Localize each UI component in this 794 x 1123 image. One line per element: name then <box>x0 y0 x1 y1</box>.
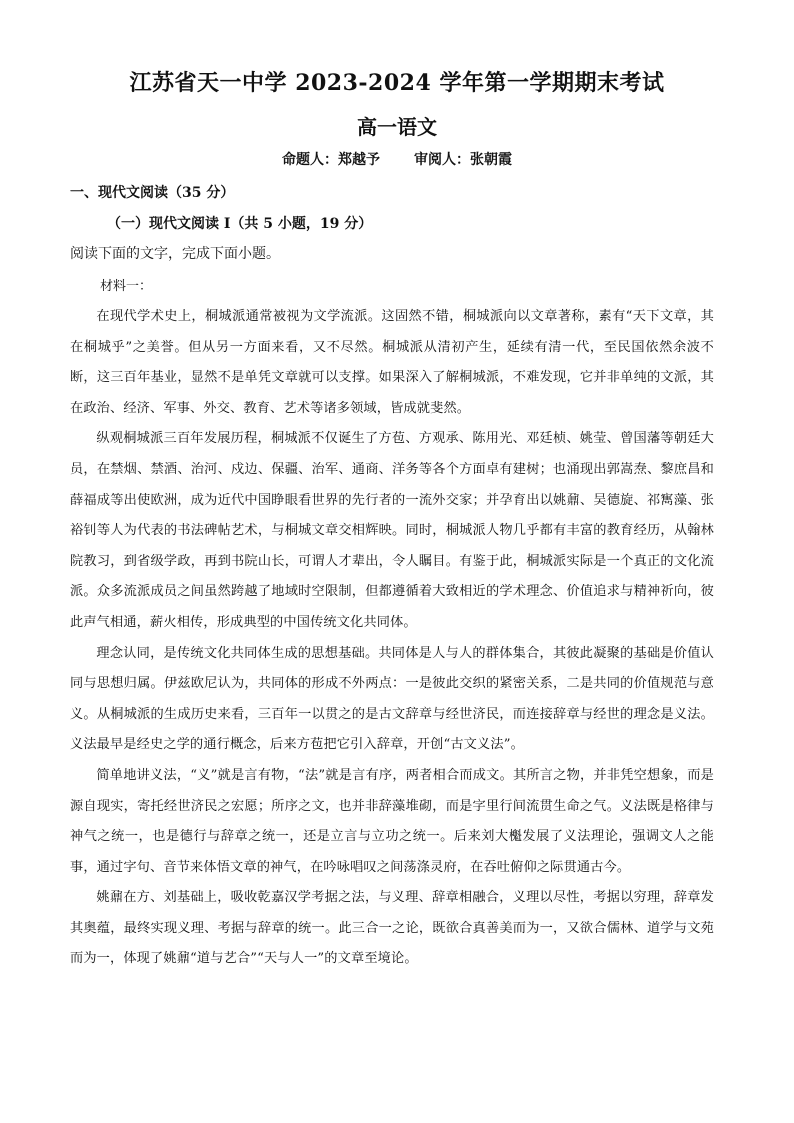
author-line <box>0 149 794 169</box>
passage-body <box>70 302 714 975</box>
reviewer-label: 审阅人：张朝霞 <box>414 152 512 168</box>
material-label: 材料一： <box>100 279 153 294</box>
passage-paragraph: 在现代学术史上，桐城派通常被视为文学流派。这固然不错，桐城派向以文章著称，素有“天下文章，其在桐城乎”之美誉。但从另一方面来看，又不尽然。桐城派从清初产生，延续有清一代，至民国依然余波不断，这三百年基业，显然不是单凭文章就可以支撑。如果深入了解桐城派，不难发现，它并非单纯的文派，其在政治、经济、军事、外交、教育、艺术等诸多领域，皆成就斐然。 <box>70 309 714 416</box>
exam-title: 江苏省天一中学 2023-2024 学年第一学期期末考试 <box>129 70 665 96</box>
exam-subject: 高一语文 <box>357 115 437 139</box>
passage-paragraph: 姚鼐在方、刘基础上，吸收乾嘉汉学考据之法，与义理、辞章相融合，义理以尽性，考据以穷理，辞章发其奥蕴，最终实现义理、考据与辞章的统一。此三合一之论，既欲合真善美而为一，又欲合儒林、道学与文苑而为一，体现了姚鼐“道与艺合”“天与人一”的文章至境论。 <box>70 890 714 967</box>
reading-instruction: 阅读下面的文字，完成下面小题。 <box>70 246 280 262</box>
subsection-heading: （一）现代文阅读 I（共 5 小题，19 分） <box>107 216 373 232</box>
section-heading: 一、现代文阅读（35 分） <box>70 185 235 201</box>
passage-paragraph: 理念认同，是传统文化共同体生成的思想基础。共同体是人与人的群体集合，其彼此凝聚的基础是价值认同与思想归属。伊兹欧尼认为，共同体的形成不外两点：一是彼此交织的紧密关系，二是共同的价值规范与意义。从桐城派的生成历史来看，三百年一以贯之的是古文辞章与经世济民，而连接辞章与经世的理念是义法。义法最早是经史之学的通行概念，后来方苞把它引入辞章，开创“古文义法”。 <box>70 645 714 753</box>
passage-paragraph: 简单地讲义法，“义”就是言有物，“法”就是言有序，两者相合而成文。其所言之物，并非凭空想象，而是源自现实，寄托经世济民之宏愿；所序之文，也并非辞藻堆砌，而是字里行间流贯生命之气。义法既是格律与神气之统一，也是德行与辞章之统一，还是立言与立功之统一。后来刘大櫆发展了义法理论，强调文人之能事，通过字句、音节来体悟文章的神气，在吟咏唱叹之间荡涤灵府，在吞吐俯仰之际贯通古今。 <box>70 767 714 875</box>
passage-paragraph: 纵观桐城派三百年发展历程，桐城派不仅诞生了方苞、方观承、陈用光、邓廷桢、姚莹、曾国藩等朝廷大员，在禁烟、禁酒、治河、戍边、保疆、治军、通商、洋务等各个方面卓有建树；也涌现出郭嵩焘、黎庶昌和薛福成等出使欧洲，成为近代中国睁眼看世界的先行者的一流外交家；并孕育出以姚鼐、吴德旋、祁寯藻、张裕钊等人为代表的书法碑帖艺术，与桐城文章交相辉映。同时，桐城派人物几乎都有丰富的教育经历，从翰林院教习，到省级学政，再到书院山长，可谓人才辈出，令人瞩目。有鉴于此，桐城派实际是一个真正的文化流派。众多流派成员之间虽然跨越了地域时空限制，但都遵循着大致相近的学术理念、价值追求与精神祈向，彼此声气相通，薪火相传，形成典型的中国传统文化共同体。 <box>70 431 714 630</box>
author-label: 命题人：郑越予 <box>282 152 380 168</box>
